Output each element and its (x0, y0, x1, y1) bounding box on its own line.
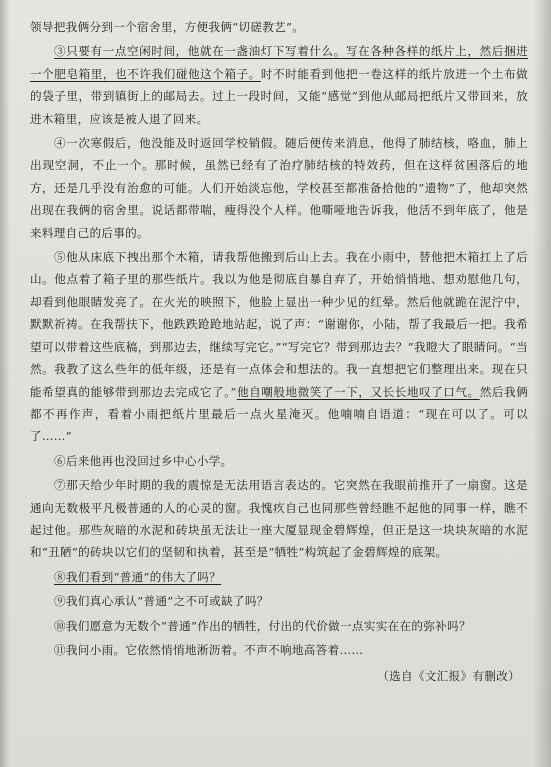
paragraph-11-text: ⑪我问小雨。它依然悄悄地淅沥着。不声不响地高答着…… (54, 642, 364, 657)
paragraph-8 (30, 566, 528, 588)
paragraph-0-text: 领导把我俩分到一个宿舍里，方便我俩“切磋教艺”。 (30, 20, 305, 34)
paragraph-0 (30, 16, 528, 38)
page-edge-shadow-right (533, 0, 551, 767)
paragraph-7 (30, 474, 528, 564)
paragraph-7-text: ⑦那天给少年时期的我的震惊是无法用语言表达的。它突然在我眼前推开了一扇窗。这是通向无数极平凡极普通的人的心灵的窗。我愧疚自己也同那些曾经瞧不起他的同事一样，瞧不起过他。那些灰暗的水泥和砖块虽无法让一座大厦显现金碧辉煌，但正是这一块块灰暗的水泥和“丑陋”的砖块以它们的坚韧和执着，甚至是“牺牲”构筑起了金碧辉煌的底架。 (30, 478, 528, 560)
source-citation: （选自《文汇报》有删改） (377, 669, 520, 684)
paragraph-4-text: ④一次寒假后，他没能及时返回学校销假。随后便传来消息，他得了肺结核，咯血，肺上出现空洞，不止一个。那时候，虽然已经有了治疗肺结核的特效药，但在这样贫困落后的地方，还是几乎没有治愈的可能。人们开始淡忘他，学校甚至都准备拾他的“遗物”了，他却突然出现在我俩的宿舍里。说话都带喘，瘦得没个人样。他嘶哑地告诉我，他活不到年底了，他是来料理自己的后事的。 (30, 136, 528, 240)
paragraph-5-text: ⑤他从床底下拽出那个木箱，请我帮他搬到后山上去。我在小雨中，替他把木箱扛上了后山。他点着了箱子里的那些纸片。我以为他是彻底自暴自弃了，开始悄悄地、想劝慰他几句，却看到他眼睛发亮了。在火光的映照下，他脸上显出一种少见的红晕。然后他就跪在泥泞中，默默祈祷。在我帮扶下，他跌跌跄跄地站起，说了声：“谢谢你，小陆，帮了我最后一把。我希望可以带着这些底稿，到那边去，继续写完它。”“写完它？带到那边去？”我瞪大了眼睛问。“当然。我教了这么些年的低年级，还是有一点体会和想法的。我一直想把它们整理出来。现在只能希望真的能够带到那边去完成它了。” (30, 250, 528, 399)
paragraph-5-underlined-text: 他自嘲般地微笑了一下，又长长地叹了口气。 (236, 384, 480, 399)
paragraph-6-text: ⑥后来他再也没回过乡中心小学。 (54, 453, 233, 468)
paragraph-4 (30, 132, 528, 244)
paragraph-3 (30, 40, 528, 130)
paragraph-8-underlined-text: ⑧我们看到“普通”的伟大了吗？ (54, 569, 222, 584)
paragraph-9 (30, 590, 528, 612)
paragraph-3-underlined-text: ③只要有一点空闲时间，他就在一盏油灯下写着什么。写在各种各样的纸片上，然后捆进一个肥皂箱里，也不许我们碰他这个箱子。 (30, 44, 528, 81)
paragraph-10-text: ⑩我们愿意为无数个“普通”作出的牺牲，付出的代价做一点实实在在的弥补吗？ (54, 618, 471, 633)
page-edge-shadow-left (0, 0, 10, 767)
article-body (30, 16, 528, 688)
paragraph-11 (30, 639, 528, 661)
paragraph-5-text-end: 然后我俩都不再作声，看着小雨把纸片里最后一点火星淹灭。他喃喃自语道：“现在可以了。可以了……” (30, 384, 528, 444)
paragraph-6 (30, 450, 528, 472)
paragraph-5 (30, 246, 528, 448)
paragraph-9-text: ⑨我们真心承认“普通”之不可或缺了吗？ (54, 594, 269, 609)
paragraph-3-text: 时不时能看到他把一卷这样的纸片放进一个土布做的袋子里，带到镇街上的邮局去。过上一段时间，又能“感觉”到他从邮局把纸片又带回来，放进木箱里，应该是被人退了回来。 (30, 66, 529, 126)
paragraph-10 (30, 615, 528, 637)
